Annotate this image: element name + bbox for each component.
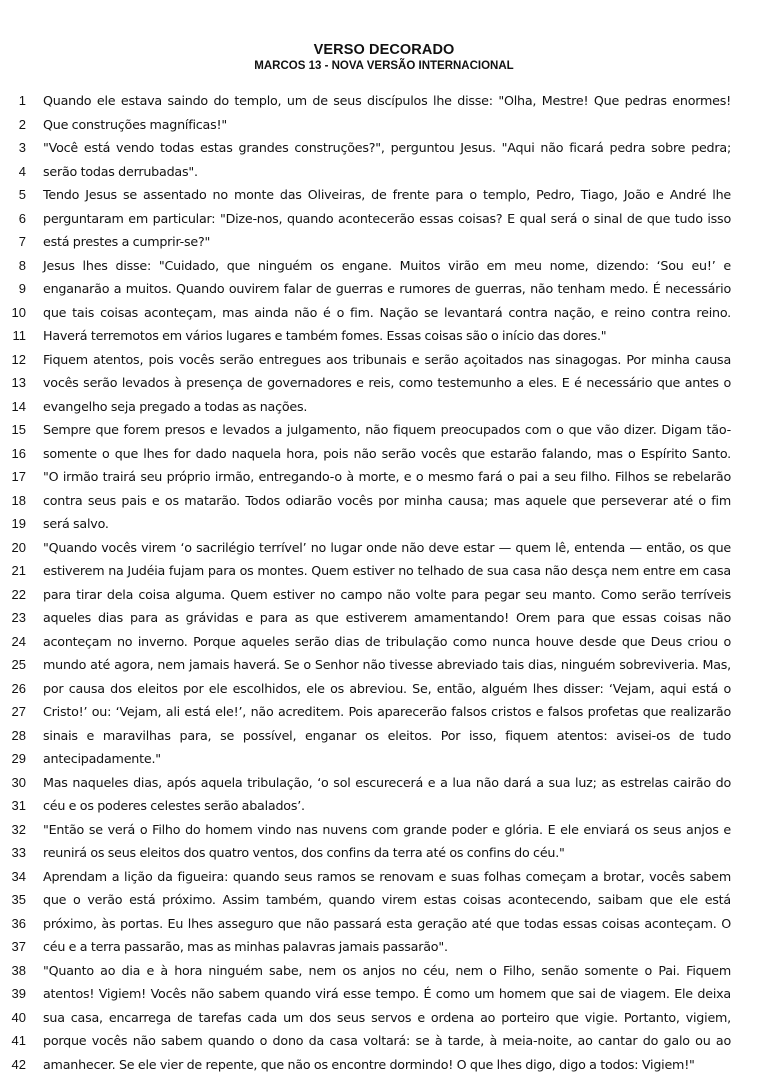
line-number: 8 [0, 258, 26, 273]
line-number: 6 [0, 211, 26, 226]
text-line [0, 325, 768, 349]
line-text: aqueles dias para as grávidas e para as que estiverem amamentando! Orem para que essas coisas não [43, 610, 731, 625]
line-number: 38 [0, 963, 26, 978]
line-number: 15 [0, 422, 26, 437]
line-number: 17 [0, 469, 26, 484]
line-number: 33 [0, 845, 26, 860]
text-line [0, 255, 768, 279]
line-text: Que construções magníficas!" [43, 117, 731, 132]
line-number: 4 [0, 164, 26, 179]
text-line [0, 184, 768, 208]
line-text: estiverem na Judéia fujam para os montes. Quem estiver no telhado de sua casa não desça nem entre em casa [43, 563, 731, 578]
line-number: 19 [0, 516, 26, 531]
text-line [0, 842, 768, 866]
text-line [0, 631, 768, 655]
line-number: 29 [0, 751, 26, 766]
text-line [0, 889, 768, 913]
line-number: 7 [0, 234, 26, 249]
line-text: "Então se verá o Filho do homem vindo nas nuvens com grande poder e glória. E ele enviará os seus anjos e [43, 822, 731, 837]
line-number: 27 [0, 704, 26, 719]
line-text: Fiquem atentos, pois vocês serão entregues aos tribunais e serão açoitados nas sinagogas. Por minha causa [43, 352, 731, 367]
line-number: 25 [0, 657, 26, 672]
text-line [0, 302, 768, 326]
line-text: atentos! Vigiem! Vocês não sabem quando virá esse tempo. É como um homem que sai de viagem. Ele deixa [43, 986, 731, 1001]
line-number: 35 [0, 892, 26, 907]
line-number: 14 [0, 399, 26, 414]
text-line [0, 90, 768, 114]
text-line [0, 960, 768, 984]
text-line [0, 654, 768, 678]
line-number: 41 [0, 1033, 26, 1048]
line-text: somente o que lhes for dado naquela hora, pois não serão vocês que estarão falando, mas o Espírito Santo. [43, 446, 731, 461]
line-number: 16 [0, 446, 26, 461]
line-text: "Você está vendo todas estas grandes construções?", perguntou Jesus. "Aqui não ficará pedra sobre pedra; [43, 140, 731, 155]
line-text: mundo até agora, nem jamais haverá. Se o Senhor não tivesse abreviado tais dias, ninguém sobreviveria. Mas, [43, 657, 731, 672]
text-line [0, 819, 768, 843]
text-line [0, 466, 768, 490]
line-text: sinais e maravilhas para, se possível, enganar os eleitos. Por isso, fiquem atentos: avisei-os de tudo [43, 728, 731, 743]
line-number: 42 [0, 1057, 26, 1072]
page-title: VERSO DECORADO [0, 42, 768, 58]
line-text: evangelho seja pregado a todas as nações. [43, 399, 731, 414]
line-text: está prestes a cumprir-se?" [43, 234, 731, 249]
line-text: Quando ele estava saindo do templo, um de seus discípulos lhe disse: "Olha, Mestre! Que pedras enormes! [43, 93, 731, 108]
line-number: 18 [0, 493, 26, 508]
line-text: antecipadamente." [43, 751, 731, 766]
line-number: 10 [0, 305, 26, 320]
line-number: 11 [0, 328, 26, 343]
text-line [0, 372, 768, 396]
text-line [0, 983, 768, 1007]
text-line [0, 490, 768, 514]
line-number: 40 [0, 1010, 26, 1025]
text-line [0, 936, 768, 960]
text-line [0, 1007, 768, 1031]
text-line [0, 278, 768, 302]
line-number: 31 [0, 798, 26, 813]
line-text: sua casa, encarrega de tarefas cada um dos seus servos e ordena ao porteiro que vigie. Portanto, vigiem, [43, 1010, 731, 1025]
line-text: por causa dos eleitos por ele escolhidos, ele os abreviou. Se, então, alguém lhes disser: ‘Vejam, aqui está o [43, 681, 731, 696]
line-number: 21 [0, 563, 26, 578]
text-line [0, 419, 768, 443]
verse-lines [0, 90, 768, 1077]
text-line [0, 1030, 768, 1054]
line-text: aconteçam no inverno. Porque aqueles serão dias de tribulação como nunca houve desde que Deus criou o [43, 634, 731, 649]
text-line [0, 584, 768, 608]
text-line [0, 231, 768, 255]
line-text: "O irmão trairá seu próprio irmão, entregando-o à morte, e o mesmo fará o pai a seu filho. Filhos se rebelarão [43, 469, 731, 484]
line-number: 34 [0, 869, 26, 884]
line-text: serão todas derrubadas". [43, 164, 731, 179]
text-line [0, 866, 768, 890]
text-line [0, 560, 768, 584]
line-text: Cristo!’ ou: ‘Vejam, ali está ele!’, não acreditem. Pois aparecerão falsos cristos e falsos profetas que realizarão [43, 704, 731, 719]
text-line [0, 349, 768, 373]
line-text: que tais coisas aconteçam, mas ainda não é o fim. Nação se levantará contra nação, e reino contra reino. [43, 305, 731, 320]
line-text: "Quando vocês virem ‘o sacrilégio terrível’ no lugar onde não deve estar — quem lê, entenda — então, os que [43, 540, 731, 555]
line-number: 39 [0, 986, 26, 1001]
text-line [0, 701, 768, 725]
text-line [0, 443, 768, 467]
line-text: Haverá terremotos em vários lugares e também fomes. Essas coisas são o início das dores." [43, 328, 731, 343]
line-text: próximo, às portas. Eu lhes asseguro que não passará esta geração até que todas essas coisas aconteçam. O [43, 916, 731, 931]
line-text: vocês serão levados à presença de governadores e reis, como testemunho a eles. E é necessário que antes o [43, 375, 731, 390]
line-number: 20 [0, 540, 26, 555]
line-text: Mas naqueles dias, após aquela tribulação, ‘o sol escurecerá e a lua não dará a sua luz; as estrelas cairão do [43, 775, 731, 790]
line-text: Aprendam a lição da figueira: quando seus ramos se renovam e suas folhas começam a brotar, vocês sabem [43, 869, 731, 884]
line-number: 3 [0, 140, 26, 155]
line-number: 26 [0, 681, 26, 696]
text-line [0, 137, 768, 161]
text-line [0, 161, 768, 185]
line-number: 9 [0, 281, 26, 296]
line-text: reunirá os seus eleitos dos quatro ventos, dos confins da terra até os confins do céu." [43, 845, 731, 860]
text-line [0, 678, 768, 702]
line-number: 2 [0, 117, 26, 132]
line-number: 28 [0, 728, 26, 743]
line-text: "Quanto ao dia e à hora ninguém sabe, nem os anjos no céu, nem o Filho, senão somente o Pai. Fiquem [43, 963, 731, 978]
line-number: 24 [0, 634, 26, 649]
line-text: Jesus lhes disse: "Cuidado, que ninguém os engane. Muitos virão em meu nome, dizendo: ‘Sou eu!’ e [43, 258, 731, 273]
line-text: amanhecer. Se ele vier de repente, que não os encontre dormindo! O que lhes digo, digo a todos: Vigiem!" [43, 1057, 731, 1072]
text-line [0, 114, 768, 138]
line-text: porque vocês não sabem quando o dono da casa voltará: se à tarde, à meia-noite, ao cantar do galo ou ao [43, 1033, 731, 1048]
line-number: 37 [0, 939, 26, 954]
line-number: 22 [0, 587, 26, 602]
line-text: Sempre que forem presos e levados a julgamento, não fiquem preocupados com o que vão dizer. Digam tão- [43, 422, 731, 437]
line-number: 12 [0, 352, 26, 367]
line-text: contra seus pais e os matarão. Todos odiarão vocês por minha causa; mas aquele que perseverar até o fim [43, 493, 731, 508]
text-line [0, 772, 768, 796]
page-subtitle: MARCOS 13 - NOVA VERSÃO INTERNACIONAL [0, 60, 768, 72]
line-text: céu e os poderes celestes serão abalados’. [43, 798, 731, 813]
line-text: Tendo Jesus se assentado no monte das Oliveiras, de frente para o templo, Pedro, Tiago, João e André lhe [43, 187, 731, 202]
text-line [0, 913, 768, 937]
line-number: 32 [0, 822, 26, 837]
text-line [0, 1054, 768, 1077]
text-line [0, 607, 768, 631]
text-line [0, 537, 768, 561]
line-text: céu e a terra passarão, mas as minhas palavras jamais passarão". [43, 939, 731, 954]
line-number: 23 [0, 610, 26, 625]
line-text: para tirar dela coisa alguma. Quem estiver no campo não volte para pegar seu manto. Como serão terríveis [43, 587, 731, 602]
line-number: 1 [0, 93, 26, 108]
line-text: será salvo. [43, 516, 731, 531]
text-line [0, 748, 768, 772]
line-text: que o verão está próximo. Assim também, quando virem estas coisas acontecendo, saibam que ele está [43, 892, 731, 907]
text-line [0, 513, 768, 537]
line-text: perguntaram em particular: "Dize-nos, quando acontecerão essas coisas? E qual será o sinal de que tudo isso [43, 211, 731, 226]
text-line [0, 208, 768, 232]
line-number: 13 [0, 375, 26, 390]
line-text: enganarão a muitos. Quando ouvirem falar de guerras e rumores de guerras, não tenham medo. É necessário [43, 281, 731, 296]
text-line [0, 725, 768, 749]
text-line [0, 396, 768, 420]
line-number: 5 [0, 187, 26, 202]
text-line [0, 795, 768, 819]
line-number: 36 [0, 916, 26, 931]
line-number: 30 [0, 775, 26, 790]
